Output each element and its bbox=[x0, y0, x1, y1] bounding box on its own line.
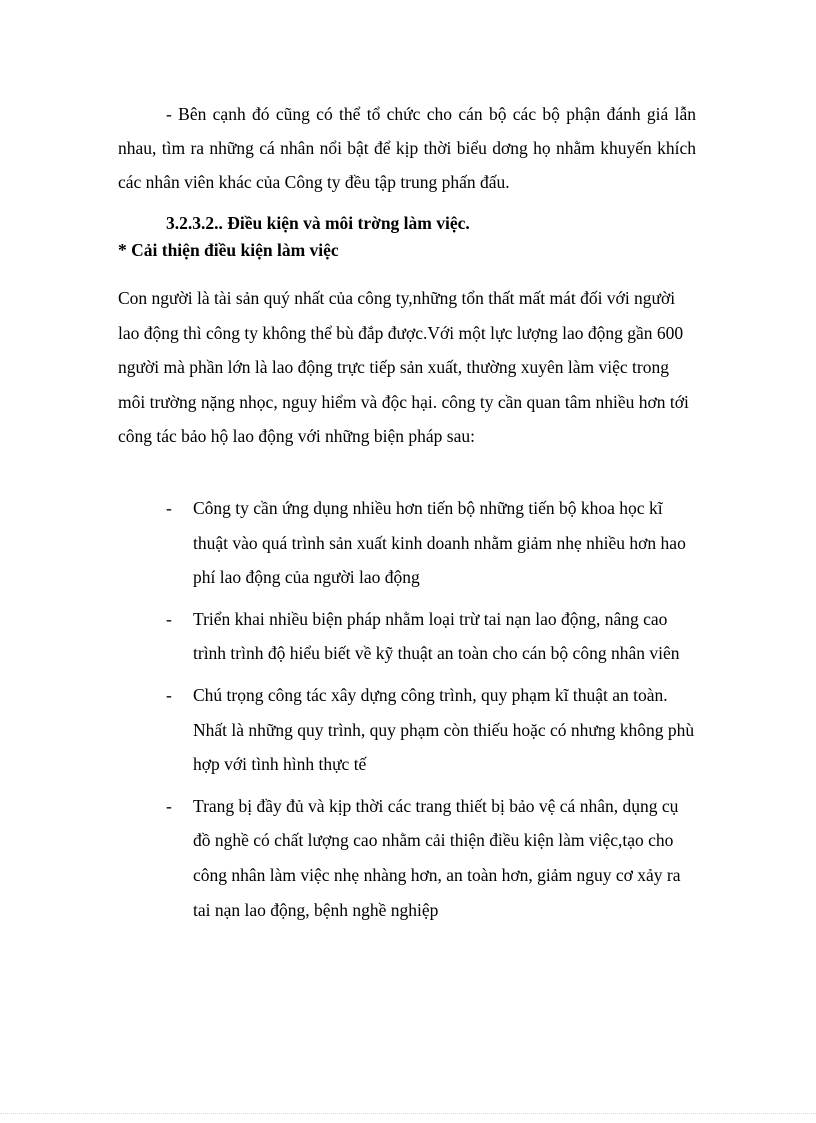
sub-heading: * Cải thiện điều kiện làm việc bbox=[118, 240, 339, 260]
bullet-dash: - bbox=[166, 498, 172, 518]
list-item-text: Trang bị đầy đủ và kịp thời các trang thiết bị bảo vệ cá nhân, dụng cụ đồ nghề có chất lượng cao nhằm cải thiện điều kiện làm việc,tạo cho công nhân làm việc nhẹ nhàng hơn, an toàn hơn, giảm nguy cơ xảy ra tai nạn lao động, bệnh nghề nghiệp bbox=[193, 795, 681, 920]
list-item-text: Công ty cần ứng dụng nhiều hơn tiến bộ những tiến bộ khoa học kĩ thuật vào quá trình sản xuất kinh doanh nhằm giảm nhẹ nhiều hơn hao phí lao động của người lao động bbox=[193, 498, 686, 588]
list-item-text: Chú trọng công tác xây dựng công trình, quy phạm kĩ thuật an toàn. Nhất là những quy trình, quy phạm còn thiếu hoặc có nhưng không phù hợp với tình hình thực tế bbox=[193, 684, 695, 775]
bullet-dash: - bbox=[166, 795, 172, 816]
intro-paragraph: - Bên cạnh đó cũng có thể tổ chức cho cán bộ các bộ phận đánh giá lẫn nhau, tìm ra những cá nhân nổi bật để kịp thời biểu dơng họ nhằm khuyến khích các nhân viên khác của Công ty đều tập trung phấn đấu. bbox=[118, 104, 696, 192]
list-item bbox=[166, 491, 696, 595]
bullet-dash: - bbox=[166, 608, 172, 629]
list-item bbox=[166, 789, 696, 927]
list-item bbox=[166, 602, 696, 671]
page-bottom-divider bbox=[0, 1113, 816, 1114]
section-heading: 3.2.3.2.. Điều kiện và môi trờng làm việc. bbox=[166, 213, 470, 233]
list-item-text: Triển khai nhiều biện pháp nhằm loại trừ tai nạn lao động, nâng cao trình trình độ hiểu biết về kỹ thuật an toàn cho cán bộ công nhân viên bbox=[193, 608, 680, 664]
list-item bbox=[166, 678, 696, 782]
measures-list bbox=[166, 491, 696, 934]
bullet-dash: - bbox=[166, 684, 172, 705]
body-paragraph: Con người là tài sản quý nhất của công ty,những tổn thất mất mát đối với người lao động thì công ty không thể bù đắp được.Với một lực lượng lao động gần 600 người mà phần lớn là lao động trực tiếp sản xuất, thường xuyên làm việc trong môi trường nặng nhọc, nguy hiểm và độc hại. công ty cần quan tâm nhiều hơn tới công tác bảo hộ lao động với những biện pháp sau: bbox=[118, 288, 689, 447]
